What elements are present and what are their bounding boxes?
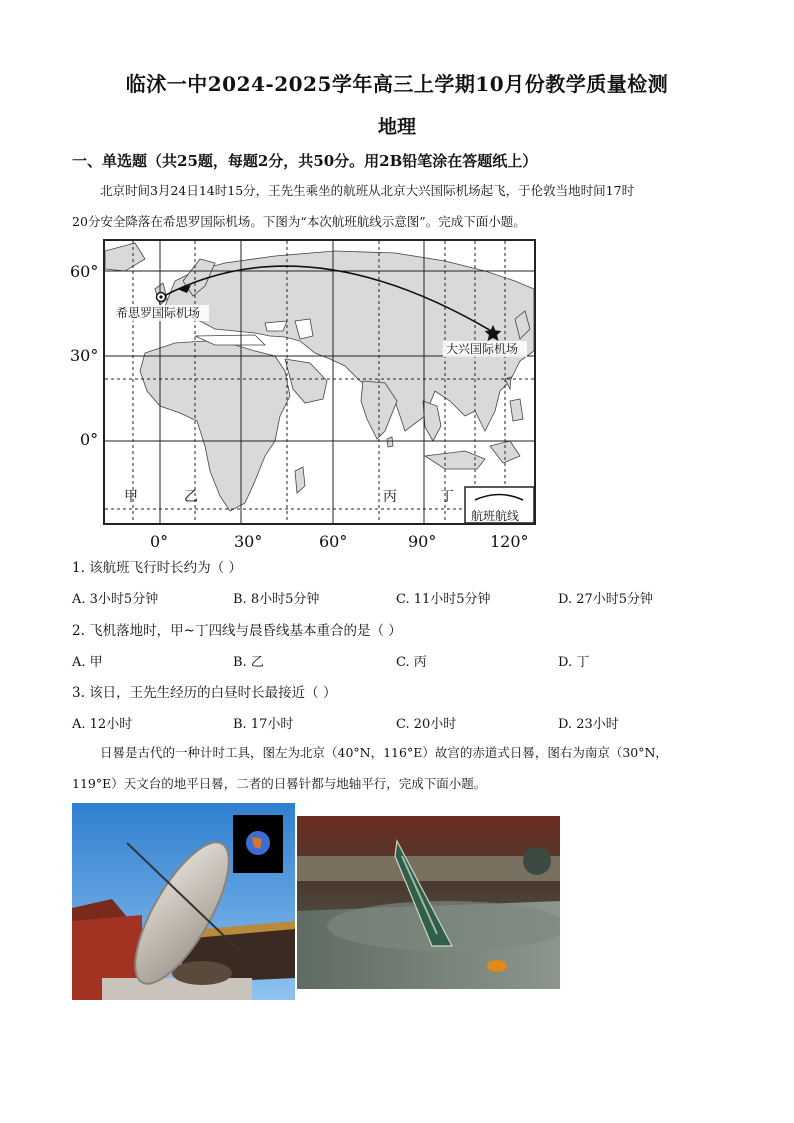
q2-option-b: B. 乙	[233, 655, 264, 670]
question-2-stem: 2. 飞机落地时，甲~丁四线与晨昏线基本重合的是（ ）	[72, 623, 402, 639]
zone-label-ding: 丁	[440, 489, 454, 505]
lon-label-0: 0°	[150, 532, 169, 551]
heathrow-label: 希思罗国际机场	[116, 306, 201, 320]
lat-label-30: 30°	[70, 346, 99, 365]
q1-option-a: A. 3小时5分钟	[72, 592, 159, 607]
q1-option-b: B. 8小时5分钟	[233, 592, 320, 607]
subject-title: 地理	[377, 116, 416, 138]
horizontal-sundial-svg	[297, 816, 560, 989]
q2-option-a: A. 甲	[72, 655, 103, 670]
q1-option-d: D. 27小时5分钟	[558, 592, 654, 607]
heathrow-dot	[159, 295, 162, 298]
passage-1-line-1: 北京时间3月24日14时15分，王先生乘坐的航班从北京大兴国际机场起飞，于伦敦当地时间17时	[100, 183, 635, 198]
q3-option-c: C. 20小时	[396, 717, 457, 732]
passage-1-line-2: 20分安全降落在希思罗国际机场。下图为“本次航班航线示意图”。完成下面小题。	[72, 214, 526, 229]
q3-option-b: B. 17小时	[233, 717, 294, 732]
lon-label-60: 60°	[319, 532, 348, 551]
flight-route-map	[103, 239, 536, 525]
question-3-stem: 3. 该日，王先生经历的白昼时长最接近（ ）	[72, 685, 337, 701]
exam-title: 临沭一中2024-2025学年高三上学期10月份教学质量检测	[125, 72, 669, 96]
q3-option-d: D. 23小时	[558, 717, 619, 732]
q2-option-c: C. 丙	[396, 655, 427, 670]
passage-2	[72, 737, 732, 799]
passage-1	[72, 175, 732, 237]
passage-2-line-2: 119°E）天文台的地平日晷，二者的日晷针都与地轴平行，完成下面小题。	[72, 776, 487, 791]
zone-label-bing: 丙	[383, 489, 397, 505]
question-1-stem: 1. 该航班飞行时长约为（ ）	[72, 560, 242, 576]
horizontal-sundial-photo	[297, 816, 560, 989]
q2-option-d: D. 丁	[558, 655, 590, 670]
legend-label: 航班航线	[471, 509, 520, 523]
lon-label-90: 90°	[408, 532, 437, 551]
daxing-label: 大兴国际机场	[446, 342, 519, 356]
passage-2-line-1: 日晷是古代的一种计时工具，图左为北京（40°N，116°E）故宫的赤道式日晷，图右为南京（30°N，	[100, 745, 668, 760]
q3-option-a: A. 12小时	[72, 717, 133, 732]
continents	[105, 243, 534, 511]
zone-label-jia: 甲	[124, 489, 138, 505]
q1-option-c: C. 11小时5分钟	[396, 592, 491, 607]
lon-label-120: 120°	[490, 532, 529, 551]
section-heading: 一、单选题（共25题，每题2分，共50分。用2B铅笔涂在答题纸上）	[72, 152, 538, 170]
lat-label-0: 0°	[80, 430, 99, 449]
world-map-svg	[105, 241, 534, 523]
lon-label-30: 30°	[234, 532, 263, 551]
equatorial-sundial-photo	[72, 803, 295, 1000]
equatorial-sundial-svg	[72, 803, 295, 1000]
zone-label-yi: 乙	[184, 489, 198, 505]
lat-label-60: 60°	[70, 262, 99, 281]
